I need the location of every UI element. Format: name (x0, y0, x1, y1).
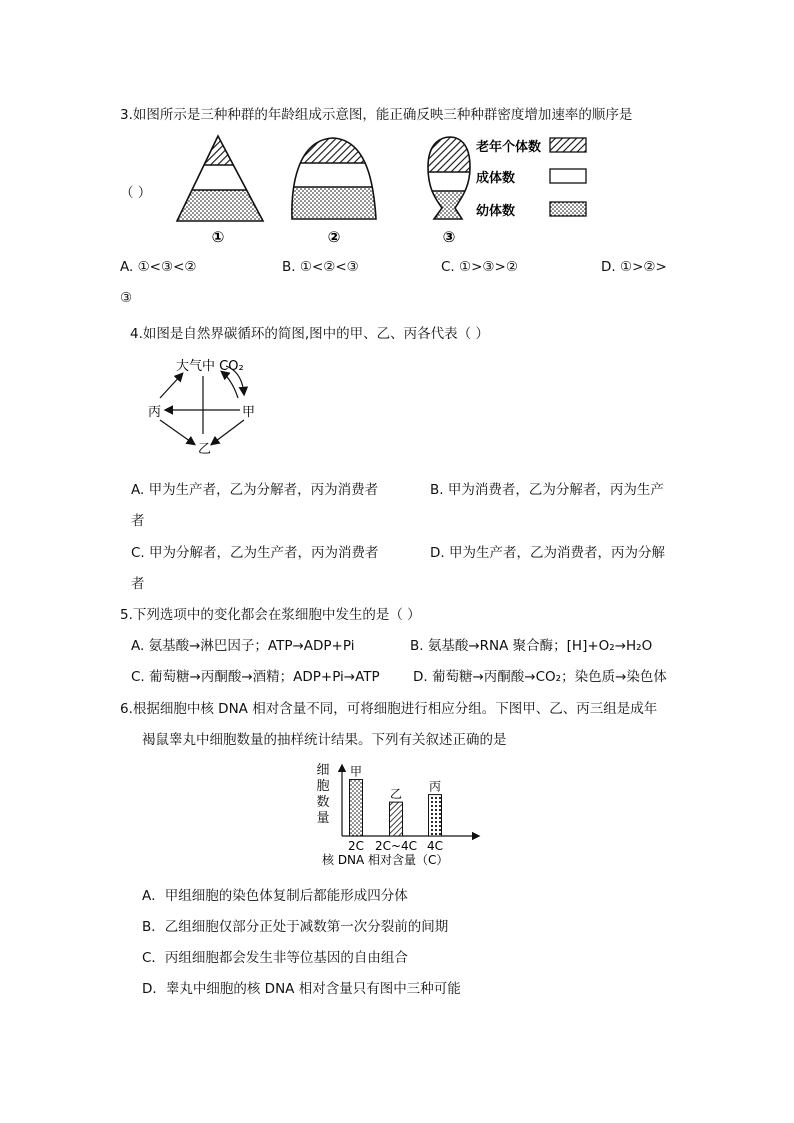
bar-label-3: 丙 (428, 779, 442, 794)
q3-stem: 3.如图所示是三种种群的年龄组成示意图，能正确反映三种种群密度增加速率的顺序是 (120, 107, 633, 123)
q6-stem-line1: 6.根据细胞中核 DNA 相对含量不同，可将细胞进行相应分组。下图甲、乙、丙三组是成年 (120, 701, 658, 717)
bar-label-2: 乙 (389, 787, 403, 802)
q4-option-a: A. 甲为生产者，乙为分解者，丙为消费者 (131, 482, 379, 498)
x-tick-2: 2C~4C (374, 839, 418, 853)
q4-option-c: C. 甲为分解者，乙为生产者，丙为消费者 (131, 545, 379, 561)
arrow-jia-to-co2 (222, 372, 238, 398)
y-axis-label-char-3: 数 (316, 795, 330, 810)
q3-option-d-cont: ③ (120, 290, 133, 306)
bar-1 (350, 780, 363, 836)
bar-2 (390, 802, 403, 836)
bar-3 (429, 795, 442, 836)
y-axis-label-char-2: 胞 (316, 779, 330, 794)
node-jia: 甲 (242, 405, 256, 420)
q5-option-d: D. 葡萄糖→丙酮酸→CO₂；染色质→染色体 (413, 669, 667, 685)
q3-option-d: D. ①>②> (601, 259, 667, 275)
q6-option-c: C．丙组细胞都会发生非等位基因的自由组合 (142, 950, 408, 966)
pyramid-label-2: ② (327, 228, 341, 246)
q3-option-c: C. ①>③>② (441, 259, 518, 275)
q3-option-a: A. ①<③<② (120, 259, 197, 275)
y-axis-label-char-4: 量 (316, 811, 330, 826)
q4-option-d-cont: 者 (131, 576, 145, 592)
legend-adult: 成体数 (476, 171, 516, 186)
legend-young: 幼体数 (476, 204, 516, 219)
x-tick-1: 2C (347, 839, 365, 853)
pyramid-label-3: ③ (442, 228, 456, 246)
q6-option-d: D．睾丸中细胞的核 DNA 相对含量只有图中三种可能 (142, 981, 461, 997)
q6-option-b: B．乙组细胞仅部分正处于减数第一次分裂前的间期 (142, 919, 449, 935)
pyramid-3 (422, 132, 482, 226)
q4-option-b-cont: 者 (131, 513, 145, 529)
legend-young-swatch (550, 202, 586, 216)
q4-stem: 4.如图是自然界碳循环的简图,图中的甲、乙、丙各代表（ ） (130, 326, 489, 342)
legend-old-swatch (550, 138, 586, 152)
q5-option-c: C. 葡萄糖→丙酮酸→酒精；ADP+Pi→ATP (131, 669, 380, 685)
arrow-bing-to-co2 (160, 374, 182, 398)
node-yi: 乙 (198, 442, 212, 457)
arrow-bing-to-yi (160, 420, 194, 444)
q5-option-b: B. 氨基酸→RNA 聚合酶；[H]+O₂→H₂O (410, 638, 653, 654)
x-tick-3: 4C (426, 839, 444, 853)
node-atmosphere-co2: 大气中 CO₂ (176, 359, 244, 374)
q6-stem-line2: 褐鼠睾丸中细胞数量的抽样统计结果。下列有关叙述正确的是 (142, 732, 507, 748)
pyramid-label-1: ① (211, 228, 225, 246)
q6-option-a: A．甲组细胞的染色体复制后都能形成四分体 (142, 888, 408, 904)
carbon-cycle-diagram (140, 350, 270, 460)
pyramid-2 (282, 132, 382, 227)
q5-stem: 5.下列选项中的变化都会在浆细胞中发生的是（ ） (120, 607, 421, 623)
bar-label-1: 甲 (349, 764, 363, 779)
legend-adult-swatch (550, 169, 586, 183)
legend-old: 老年个体数 (476, 140, 542, 155)
pyramid-1 (172, 132, 272, 230)
q3-option-b: B. ①<②<③ (282, 259, 359, 275)
q4-option-d: D. 甲为生产者，乙为消费者，丙为分解 (430, 545, 665, 561)
dna-content-bar-chart (310, 760, 490, 870)
q4-option-b: B. 甲为消费者，乙为分解者，丙为生产 (430, 482, 664, 498)
q5-option-a: A. 氨基酸→淋巴因子；ATP→ADP+Pi (131, 638, 355, 654)
y-axis-label-char-1: 细 (316, 763, 330, 778)
q3-paren: （ ） (120, 185, 152, 201)
arrow-jia-to-yi (212, 420, 244, 444)
age-pyramid-figure (172, 132, 592, 247)
x-axis-label: 核 DNA 相对含量（C） (322, 853, 449, 867)
node-bing: 丙 (148, 405, 162, 420)
